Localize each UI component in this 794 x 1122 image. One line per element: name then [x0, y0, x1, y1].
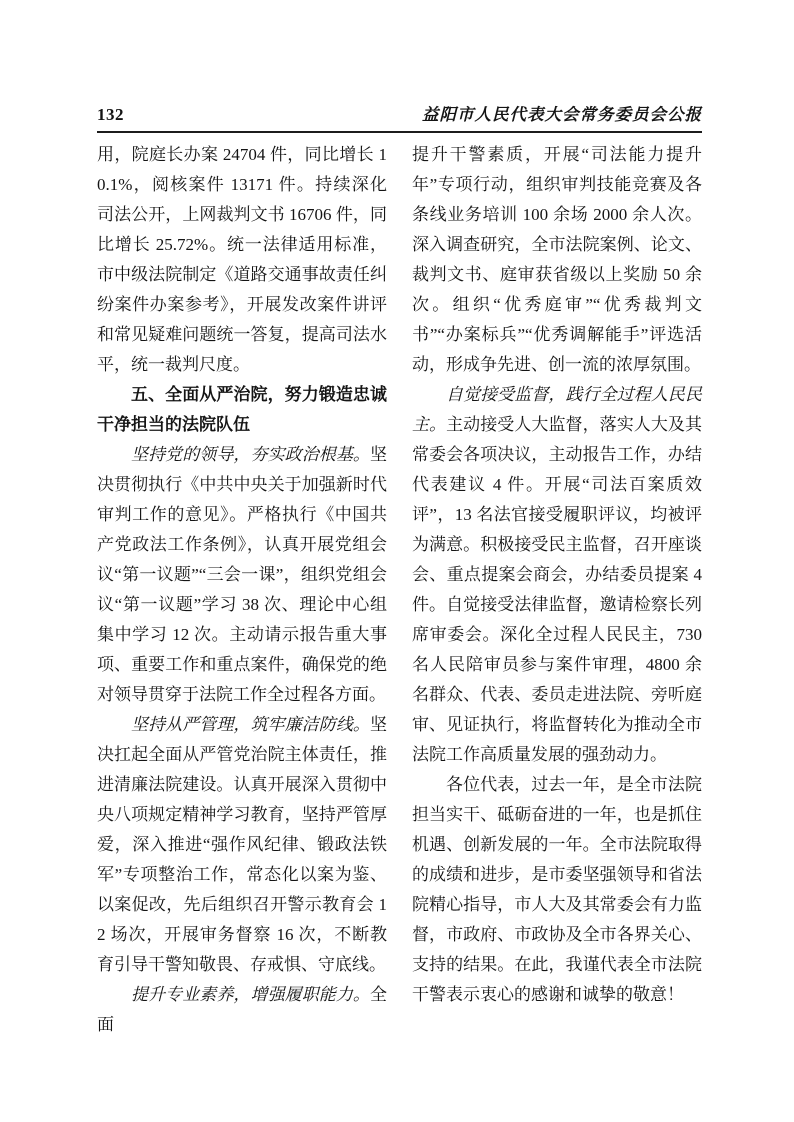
text-columns [97, 140, 702, 1040]
paragraph: 各位代表，过去一年，是全市法院担当实干、砥砺奋进的一年，也是抓住机遇、创新发展的一年。全市法院取得的成绩和进步，是市委坚强领导和省法院精心指导，市人大及其常委会有力监督，市政府、市政协及全市各界关心、支持的结果。在此，我谨代表全市法院干警表示衷心的感谢和诚挚的敬意！ [412, 775, 702, 1004]
left-column [97, 140, 387, 1040]
paragraph [97, 440, 387, 710]
paragraph-lead-sentence: 自觉接受监督，践行全过程人民民主。 [412, 385, 702, 434]
page-number: 132 [97, 105, 124, 124]
header-rule [97, 131, 702, 133]
running-header [97, 104, 702, 126]
publication-title: 益阳市人民代表大会常务委员会公报 [422, 105, 702, 124]
paragraph-lead-sentence: 坚持党的领导，夯实政治根基。 [131, 445, 370, 464]
page-content [97, 104, 702, 1040]
paragraph-continuation: 用，院庭长办案 24704 件，同比增长 10.1%，阅核案件 13171 件。持续深化司法公开，上网裁判文书 16706 件，同比增长 25.72%。统一法律适用标准，市中级法院制定《道路交通事故责任纠纷案件办案参考》，开展发改案件讲评和常见疑难问题统一答复，提高司法水平，统一裁判尺度。 [97, 145, 387, 374]
paragraph-lead-sentence: 坚持从严管理，筑牢廉洁防线。 [131, 715, 370, 734]
paragraph-body-text: 全面 [97, 985, 387, 1034]
paragraph [97, 980, 387, 1040]
paragraph [97, 710, 387, 980]
paragraph-body-text: 主动接受人大监督，落实人大及其常委会各项决议，主动报告工作，办结代表建议 4 件。开展“司法百案质效评”，13 名法官接受履职评议，均被评为满意。积极接受民主监督，召开座谈会、重点提案会商会，办结委员提案 4 件。自觉接受法律监督，邀请检察长列席审委会。深化全过程人民民主，730 名人民陪审员参与案件审理，4800 余名群众、代表、委员走进法院、旁听庭审、见证执行，将监督转化为推动全市法院工作高质量发展的强劲动力。 [412, 415, 702, 764]
paragraph [412, 380, 702, 770]
paragraph-body-text: 坚决贯彻执行《中共中央关于加强新时代审判工作的意见》。严格执行《中国共产党政法工作条例》，认真开展党组会议“第一议题”“三会一课”，组织党组会议“第一议题”学习 38 次、理论中心组集中学习 12 次。主动请示报告重大事项、重要工作和重点案件，确保党的绝对领导贯穿于法院工作全过程各方面。 [97, 445, 387, 704]
right-column [412, 140, 702, 1040]
paragraph-body-text: 坚决扛起全面从严管党治院主体责任，推进清廉法院建设。认真开展深入贯彻中央八项规定精神学习教育，坚持严管厚爱，深入推进“强作风纪律、锻政法铁军”专项整治工作，常态化以案为鉴、以案促改，先后组织召开警示教育会 12 场次，开展审务督察 16 次，不断教育引导干警知敬畏、存戒惧、守底线。 [97, 715, 387, 974]
paragraph-lead-sentence: 提升专业素养，增强履职能力。 [131, 985, 370, 1004]
paragraph-continuation: 提升干警素质，开展“司法能力提升年”专项行动，组织审判技能竞赛及各条线业务培训 100 余场 2000 余人次。深入调查研究，全市法院案例、论文、裁判文书、庭审获省级以上奖励 50 余次。组织“优秀庭审”“优秀裁判文书”“办案标兵”“优秀调解能手”评选活动，形成争先进、创一流的浓厚氛围。 [412, 145, 702, 374]
section-heading: 五、全面从严治院，努力锻造忠诚干净担当的法院队伍 [97, 385, 387, 434]
